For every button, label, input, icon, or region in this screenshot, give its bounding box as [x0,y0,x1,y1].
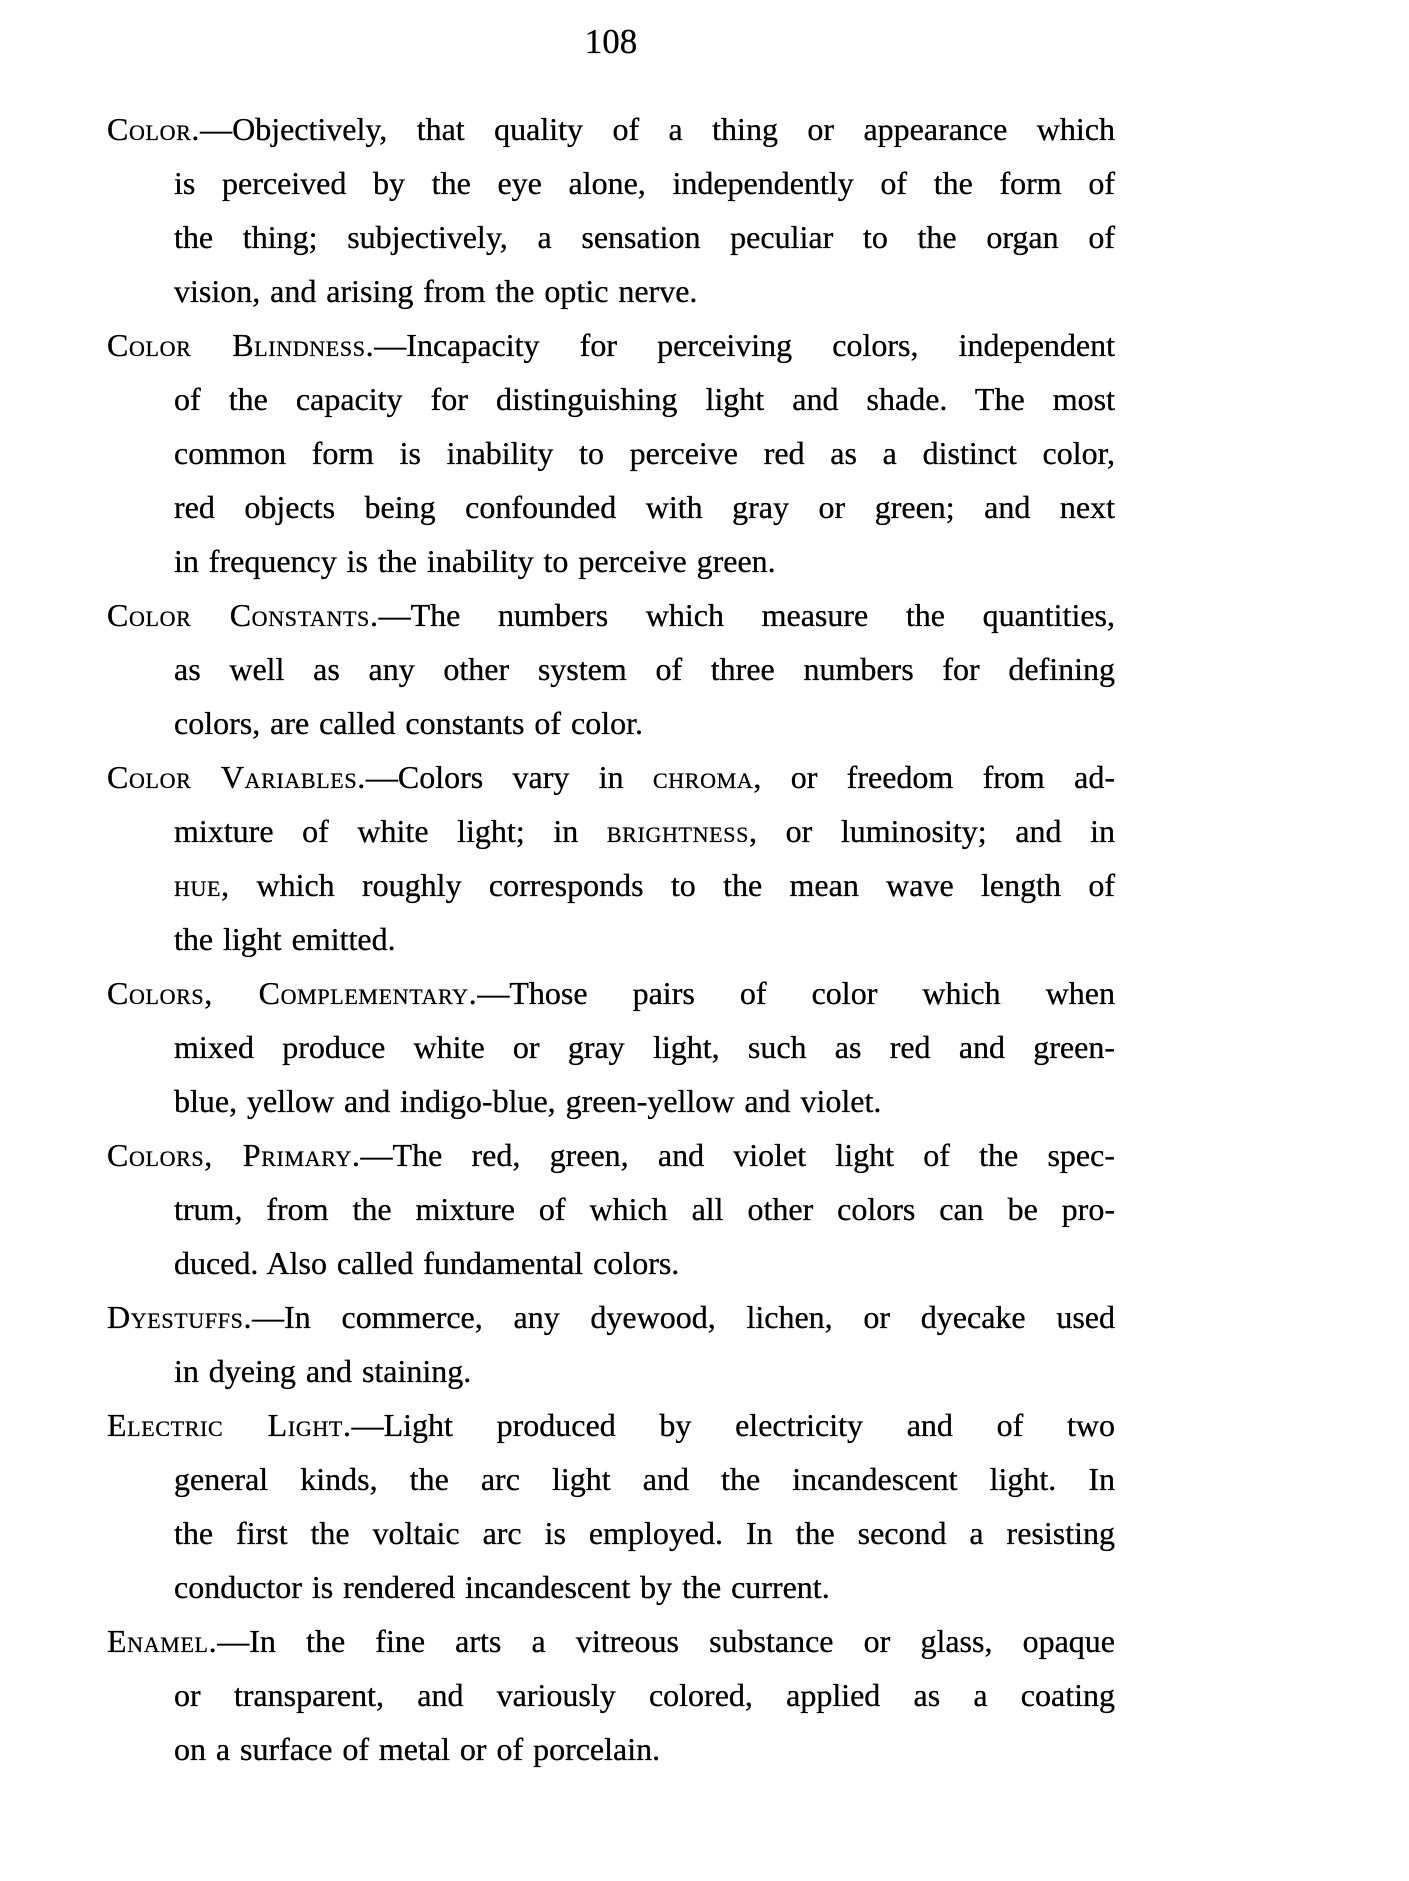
entry-line: conductor is rendered incandescent by the current. [174,1569,830,1605]
entry-line: as well as any other system of three numbers for defining [174,651,1115,687]
glossary-entry [107,1290,1115,1398]
entry-line: the first the voltaic arc is employed. In the second a resisting [174,1515,1115,1551]
small-caps-text: hue [174,867,222,903]
entry-line: mixed produce white or gray light, such as red and green- [174,1029,1115,1065]
entry-first-line: Colors, Primary.—The red, green, and violet light of the spec- [107,1137,1115,1173]
small-caps-text: Color Constants. [107,597,379,633]
entry-first-line: Color Variables.—Colors vary in chroma, or freedom from ad- [107,759,1115,795]
entry-line: blue, yellow and indigo-blue, green-yellow and violet. [174,1083,882,1119]
entry-line: colors, are called constants of color. [174,705,643,741]
glossary-entry [107,1128,1115,1290]
entry-line: the light emitted. [174,921,396,957]
entry-line: mixture of white light; in brightness, or luminosity; and in [174,813,1115,849]
entry-line: trum, from the mixture of which all other colors can be pro- [174,1191,1115,1227]
small-caps-text: chroma [652,759,754,795]
small-caps-text: Enamel. [107,1623,218,1659]
entry-line: general kinds, the arc light and the incandescent light. In [174,1461,1115,1497]
page-number: 108 [584,22,638,61]
entry-line: red objects being confounded with gray or green; and next [174,489,1115,525]
entry-first-line: Color.—Objectively, that quality of a thing or appearance which [107,111,1115,147]
glossary-entry [107,102,1115,318]
entry-line: on a surface of metal or of porcelain. [174,1731,661,1767]
small-caps-text: Colors, Complementary. [107,975,478,1011]
entry-line: vision, and arising from the optic nerve. [174,273,698,309]
small-caps-text: Electric Light. [107,1407,352,1443]
small-caps-text: brightness [606,813,749,849]
entry-line: the thing; subjectively, a sensation peculiar to the organ of [174,219,1115,255]
entry-line: of the capacity for distinguishing light and shade. The most [174,381,1115,417]
small-caps-text: Colors, Primary. [107,1137,361,1173]
entry-first-line: Electric Light.—Light produced by electricity and of two [107,1407,1115,1443]
glossary-entry [107,1398,1115,1614]
glossary-entry [107,588,1115,750]
entry-first-line: Colors, Complementary.—Those pairs of color which when [107,975,1115,1011]
small-caps-text: Color Blindness. [107,327,375,363]
glossary-entry [107,318,1115,588]
entry-line: in dyeing and staining. [174,1353,472,1389]
entry-line: or transparent, and variously colored, applied as a coating [174,1677,1115,1713]
entry-first-line: Dyestuffs.—In commerce, any dyewood, lichen, or dyecake used [107,1299,1115,1335]
small-caps-text: Dyestuffs. [107,1299,253,1335]
entry-line: hue, which roughly corresponds to the mean wave length of [174,867,1115,903]
entry-line: in frequency is the inability to perceive green. [174,543,776,579]
glossary-entries [107,102,1115,1776]
entry-first-line: Color Constants.—The numbers which measure the quantities, [107,597,1115,633]
scanned-book-page [0,22,1409,1881]
glossary-entry [107,1614,1115,1776]
small-caps-text: Color Variables. [107,759,366,795]
entry-line: common form is inability to perceive red as a distinct color, [174,435,1115,471]
entry-line: duced. Also called fundamental colors. [174,1245,680,1281]
entry-line: is perceived by the eye alone, independently of the form of [174,165,1115,201]
glossary-entry [107,750,1115,966]
entry-first-line: Enamel.—In the fine arts a vitreous substance or glass, opaque [107,1623,1115,1659]
entry-first-line: Color Blindness.—Incapacity for perceiving colors, independent [107,327,1115,363]
small-caps-text: Color. [107,111,201,147]
glossary-entry [107,966,1115,1128]
